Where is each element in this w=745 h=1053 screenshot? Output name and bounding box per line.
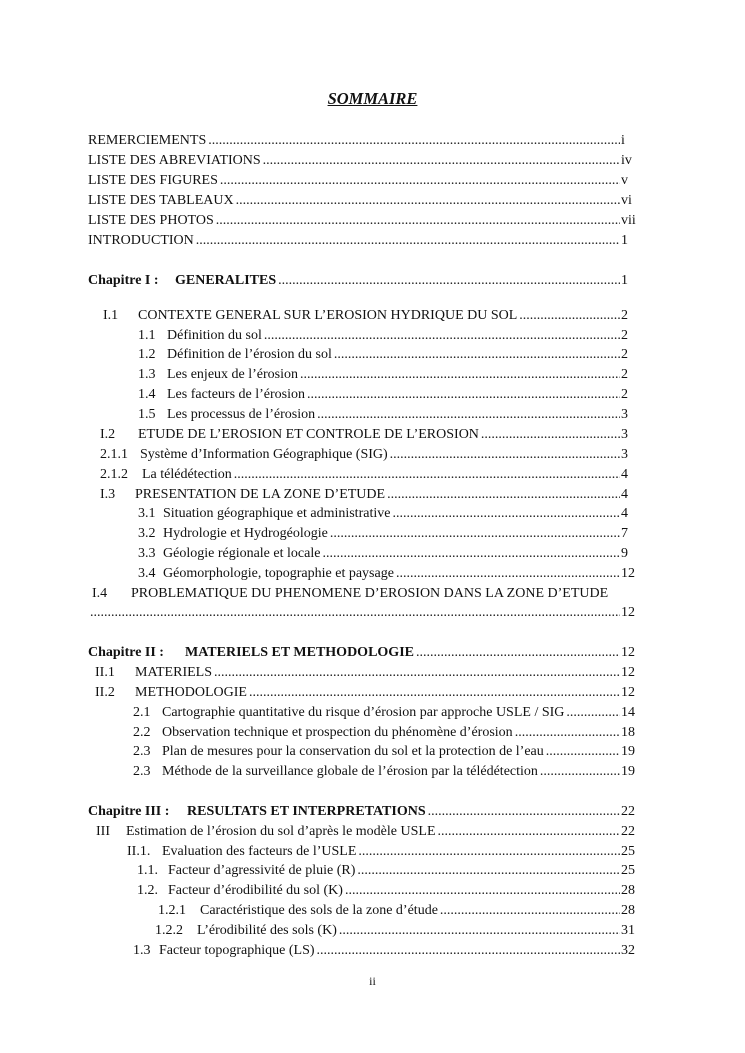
toc-entry-title: Observation technique et prospection du phénomène d’érosion	[162, 725, 513, 740]
toc-entry-page: 19	[621, 744, 635, 759]
dot-leader	[317, 942, 620, 960]
dot-leader	[358, 843, 620, 861]
toc-entry-page: 12	[621, 685, 635, 700]
toc-entry[interactable]	[138, 366, 620, 384]
toc-entry-page: iv	[621, 153, 632, 168]
toc-entry-page: 7	[621, 526, 628, 541]
toc-entry[interactable]	[133, 704, 620, 722]
toc-entry-page: v	[621, 173, 628, 188]
toc-entry[interactable]	[127, 843, 620, 861]
dot-leader	[236, 192, 620, 210]
toc-entry-number: Chapitre III :	[88, 804, 170, 819]
toc-entry-page: i	[621, 133, 625, 148]
toc-entry-title: Les enjeux de l’érosion	[167, 367, 299, 382]
toc-entry-title: Méthode de la surveillance globale de l’érosion par la télédétection	[162, 764, 538, 779]
toc-entry-number: III	[96, 824, 110, 839]
toc-entry-title: Facteur topographique (LS)	[159, 943, 315, 958]
toc-entry-title: REMERCIEMENTS	[88, 133, 207, 148]
toc-entry-number: I.4	[92, 586, 108, 601]
toc-entry-title: Cartographie quantitative du risque d’érosion par approche USLE / SIG	[162, 705, 565, 720]
toc-entry[interactable]	[95, 684, 620, 702]
toc-entry-title: PROBLEMATIQUE DU PHENOMENE D’EROSION DANS LA ZONE D’ETUDE	[131, 586, 609, 601]
toc-entry[interactable]	[138, 346, 620, 364]
dot-leader	[220, 172, 620, 190]
dot-leader	[438, 823, 621, 841]
toc-entry-page: 3	[621, 407, 628, 422]
toc-entry-page: 12	[621, 605, 635, 620]
dot-leader	[416, 644, 620, 662]
toc-entry[interactable]	[138, 545, 620, 563]
toc-entry-title: Situation géographique et administrative	[163, 506, 391, 521]
toc-entry[interactable]	[137, 862, 620, 880]
toc-entry-number: I.3	[100, 487, 116, 502]
toc-entry[interactable]	[155, 922, 620, 940]
toc-entry-page: 1	[621, 273, 628, 288]
toc-entry[interactable]	[138, 327, 620, 345]
toc-entry-title: L’érodibilité des sols (K)	[197, 923, 337, 938]
toc-entry-page: 1	[621, 233, 628, 248]
toc-entry-number: 2.1.2	[100, 467, 128, 482]
dot-leader	[234, 466, 620, 484]
toc-entry-title: Caractéristique des sols de la zone d’étude	[200, 903, 438, 918]
toc-entry-page: 32	[621, 943, 635, 958]
toc-entry[interactable]	[138, 406, 620, 424]
toc-entry-title: GENERALITES	[175, 273, 277, 288]
dot-leader	[90, 604, 620, 622]
dot-leader	[317, 406, 620, 424]
toc-entry-page: 31	[621, 923, 635, 938]
dot-leader	[345, 882, 620, 900]
dot-leader	[357, 862, 620, 880]
toc-entry-title: MATERIELS ET METHODOLOGIE	[185, 645, 414, 660]
page-number: ii	[369, 974, 376, 988]
toc-entry[interactable]	[138, 505, 620, 523]
dot-leader	[519, 307, 620, 325]
toc-entry[interactable]	[133, 724, 620, 742]
toc-entry-title: Facteur d’érodibilité du sol (K)	[168, 883, 343, 898]
toc-entry-title: Définition du sol	[167, 328, 262, 343]
toc-entry-page: 2	[621, 347, 628, 362]
toc-entry[interactable]	[100, 486, 620, 504]
dot-leader	[481, 426, 620, 444]
dot-leader	[249, 684, 620, 702]
toc-entry-title: LISTE DES FIGURES	[88, 173, 218, 188]
toc-entry-number: 3.3	[138, 546, 156, 561]
dot-leader	[515, 724, 620, 742]
dot-leader	[392, 505, 620, 523]
toc-entry-number: I.1	[103, 308, 119, 323]
toc-entry-page: 12	[621, 645, 635, 660]
toc-entry-number: 1.3	[138, 367, 156, 382]
dot-leader	[278, 272, 620, 290]
dot-leader	[263, 152, 620, 170]
toc-entry[interactable]	[100, 446, 620, 464]
toc-entry-title: LISTE DES ABREVIATIONS	[88, 153, 261, 168]
toc-entry-page: 3	[621, 427, 628, 442]
toc-entry-page: 2	[621, 328, 628, 343]
toc-entry[interactable]	[88, 152, 620, 170]
page-title: SOMMAIRE	[327, 89, 418, 108]
toc-entry-title: Hydrologie et Hydrogéologie	[163, 526, 328, 541]
toc-entry-title: MATERIELS	[135, 665, 212, 680]
dot-leader	[216, 212, 620, 230]
dot-leader	[428, 803, 620, 821]
toc-entry[interactable]	[96, 823, 620, 841]
toc-entry-page: 4	[621, 487, 628, 502]
toc-entry-number: 1.4	[138, 387, 156, 402]
toc-entry-title: Définition de l’érosion du sol	[167, 347, 332, 362]
toc-entry-number: 3.2	[138, 526, 156, 541]
toc-entry-page: 25	[621, 844, 635, 859]
toc-entry-number: 1.1	[138, 328, 156, 343]
toc-entry-number: II.2	[95, 685, 115, 700]
toc-entry-page: 2	[621, 367, 628, 382]
toc-entry-page: 3	[621, 447, 628, 462]
toc-entry-title: CONTEXTE GENERAL SUR L’EROSION HYDRIQUE DU SOL	[138, 308, 518, 323]
toc-entry-title: Plan de mesures pour la conservation du sol et la protection de l’eau	[162, 744, 544, 759]
toc-entry-page: 25	[621, 863, 635, 878]
toc-entry[interactable]	[138, 525, 620, 543]
toc-entry-page: 22	[621, 824, 635, 839]
toc-entry[interactable]	[88, 272, 620, 290]
toc-entry-page: 2	[621, 387, 628, 402]
toc-entry-number: 1.2	[138, 347, 156, 362]
toc-entry-page: 28	[621, 883, 635, 898]
toc-entry-number: I.2	[100, 427, 116, 442]
toc-entry-number: 1.2.2	[155, 923, 183, 938]
dot-leader	[396, 565, 620, 583]
dot-leader	[334, 346, 620, 364]
toc-entry[interactable]	[133, 942, 620, 960]
toc-entry-number: 3.4	[138, 566, 156, 581]
toc-entry[interactable]	[138, 386, 620, 404]
toc-entry[interactable]	[95, 664, 620, 682]
toc-entry-number: 1.1.	[137, 863, 158, 878]
toc-entry-number: 2.1	[133, 705, 151, 720]
toc-entry-title: Facteur d’agressivité de pluie (R)	[168, 863, 356, 878]
toc-entry-title: Système d’Information Géographique (SIG)	[140, 447, 388, 462]
toc-entry-page: 18	[621, 725, 635, 740]
toc-entry-page: 22	[621, 804, 635, 819]
toc-entry[interactable]	[88, 212, 620, 230]
toc-entry-number: 1.2.1	[158, 903, 186, 918]
dot-leader	[322, 545, 620, 563]
toc-entry-number: II.1	[95, 665, 115, 680]
toc-entry-page: 28	[621, 903, 635, 918]
toc-entry-page: 19	[621, 764, 635, 779]
toc-entry-number: Chapitre II :	[88, 645, 164, 660]
toc-entry-title: La télédétection	[142, 467, 232, 482]
toc-entry[interactable]	[88, 172, 620, 190]
toc-entry-number: 2.2	[133, 725, 151, 740]
toc-entry[interactable]	[133, 763, 620, 781]
dot-leader	[300, 366, 620, 384]
dot-leader	[440, 902, 620, 920]
toc-entry-page: vii	[621, 213, 636, 228]
toc-entry[interactable]	[88, 803, 620, 821]
toc-entry-number: 2.1.1	[100, 447, 128, 462]
dot-leader	[214, 664, 620, 682]
dot-leader	[307, 386, 620, 404]
dot-leader	[339, 922, 620, 940]
toc-entry-title: Les processus de l’érosion	[167, 407, 316, 422]
toc-entry-page: 12	[621, 665, 635, 680]
toc-entry-number: 1.3	[133, 943, 151, 958]
dot-leader	[196, 232, 620, 250]
toc-entry-page: 4	[621, 467, 628, 482]
dot-leader	[208, 132, 620, 150]
toc-entry-title: LISTE DES PHOTOS	[88, 213, 214, 228]
toc-entry-title: PRESENTATION DE LA ZONE D’ETUDE	[135, 487, 386, 502]
toc-entry[interactable]	[137, 882, 620, 900]
toc-entry-title: RESULTATS ET INTERPRETATIONS	[187, 804, 426, 819]
toc-entry-title: Géologie régionale et locale	[163, 546, 321, 561]
toc-entry[interactable]	[88, 232, 620, 250]
toc-entry-page: 12	[621, 566, 635, 581]
toc-entry-page: 2	[621, 308, 628, 323]
toc-entry-number: 2.3	[133, 744, 151, 759]
toc-entry-title: METHODOLOGIE	[135, 685, 247, 700]
toc-entry-title: INTRODUCTION	[88, 233, 194, 248]
toc-entry[interactable]	[103, 307, 620, 325]
toc-entry-title: Estimation de l’érosion du sol d’après le modèle USLE	[126, 824, 436, 839]
toc-entry[interactable]	[88, 604, 620, 622]
toc-entry-title: LISTE DES TABLEAUX	[88, 193, 234, 208]
toc-entry-page: vi	[621, 193, 632, 208]
toc-entry-number: 3.1	[138, 506, 156, 521]
toc-entry-page: 14	[621, 705, 635, 720]
toc-entry-title: Géomorphologie, topographie et paysage	[163, 566, 394, 581]
toc-entry-number: II.1.	[127, 844, 151, 859]
toc-entry-title: Evaluation des facteurs de l’USLE	[162, 844, 357, 859]
toc-entry[interactable]	[138, 565, 620, 583]
dot-leader	[390, 446, 620, 464]
toc-entry-title: ETUDE DE L’EROSION ET CONTROLE DE L’EROSION	[138, 427, 479, 442]
toc-entry-number: 1.5	[138, 407, 156, 422]
toc-entry[interactable]	[100, 426, 620, 444]
toc-entry-number: Chapitre I :	[88, 273, 159, 288]
toc-entry-page: 9	[621, 546, 628, 561]
dot-leader	[540, 763, 620, 781]
dot-leader	[387, 486, 620, 504]
toc-entry[interactable]	[158, 902, 620, 920]
dot-leader	[546, 743, 620, 761]
toc-entry[interactable]	[88, 192, 620, 210]
toc-entry[interactable]	[88, 644, 620, 662]
toc-entry[interactable]	[133, 743, 620, 761]
toc-entry-title: Les facteurs de l’érosion	[167, 387, 305, 402]
toc-entry[interactable]	[92, 585, 650, 603]
dot-leader	[330, 525, 620, 543]
toc-entry-number: 1.2.	[137, 883, 158, 898]
toc-entry-page: 4	[621, 506, 628, 521]
dot-leader	[264, 327, 620, 345]
toc-entry[interactable]	[100, 466, 620, 484]
dot-leader	[566, 704, 620, 722]
toc-entry[interactable]	[88, 132, 620, 150]
toc-entry-number: 2.3	[133, 764, 151, 779]
